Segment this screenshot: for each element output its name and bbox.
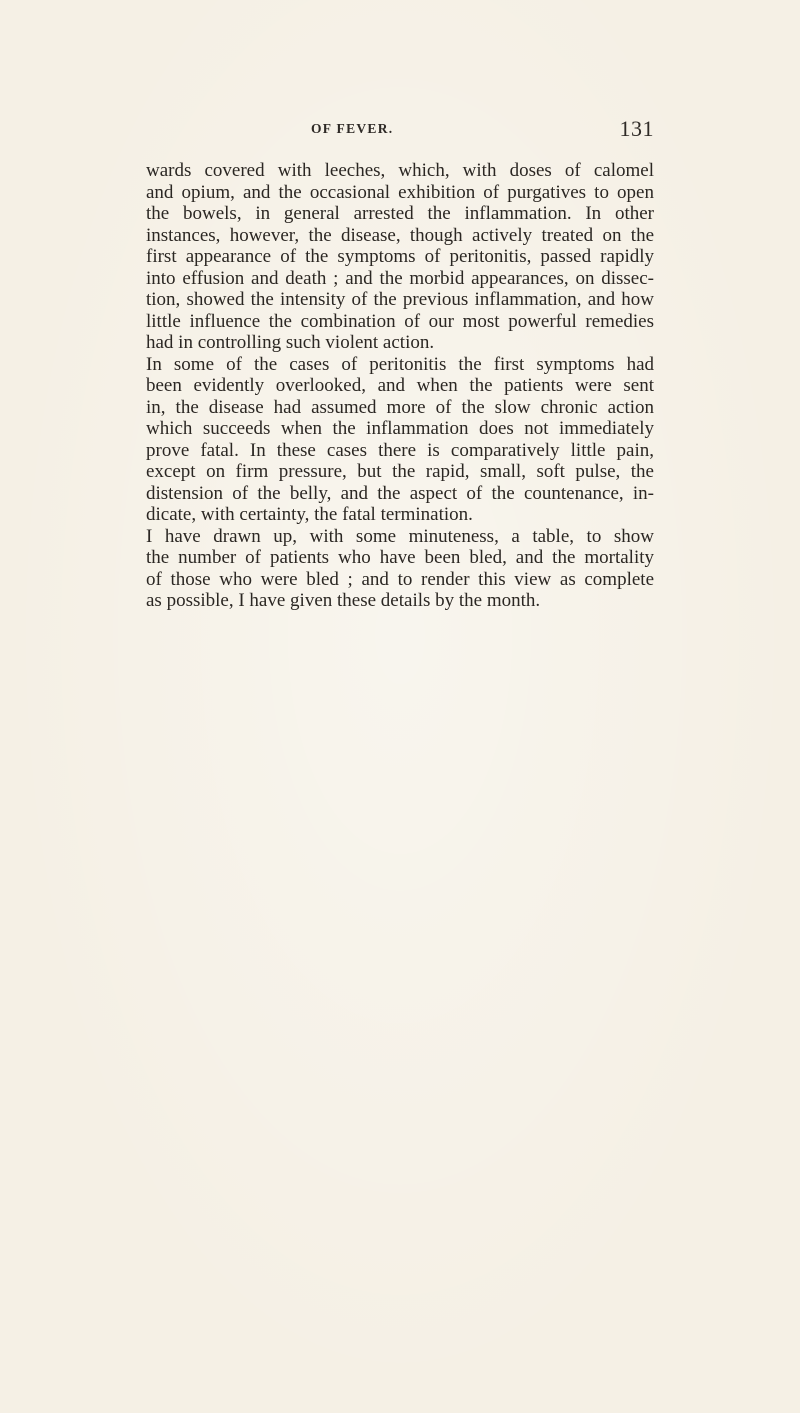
page-number: 131 bbox=[619, 116, 654, 141]
text-line: prove fatal. In these cases there is comparatively little pain, bbox=[146, 439, 654, 461]
text-line: except on firm pressure, but the rapid, small, soft pulse, the bbox=[146, 461, 654, 482]
text-line: and opium, and the occasional exhibition of purgatives to open bbox=[146, 181, 654, 203]
text-line: which succeeds when the inflammation does not immediately bbox=[146, 418, 654, 439]
text-line: wards covered with leeches, which, with doses of calomel bbox=[146, 160, 654, 181]
text-line: distension of the belly, and the aspect of the countenance, in- bbox=[146, 482, 654, 504]
text-line: as possible, I have given these details by the month. bbox=[146, 590, 541, 611]
text-line: tion, showed the intensity of the previous inflammation, and how bbox=[146, 289, 654, 310]
text-line: the number of patients who have been bled, and the mortality bbox=[146, 547, 654, 568]
text-line: little influence the combination of our most powerful remedies bbox=[146, 310, 654, 332]
running-head bbox=[146, 118, 654, 142]
text-line: first appearance of the symptoms of peritonitis, passed rapidly bbox=[146, 246, 654, 267]
text-line: of those who were bled ; and to render this view as complete bbox=[146, 568, 654, 590]
text-line: had in controlling such violent action. bbox=[146, 332, 435, 353]
body-text bbox=[146, 160, 654, 612]
text-line: instances, however, the disease, though actively treated on the bbox=[146, 224, 654, 246]
text-line: dicate, with certainty, the fatal termination. bbox=[146, 504, 473, 525]
text-line: in, the disease had assumed more of the slow chronic action bbox=[146, 396, 654, 418]
text-line: been evidently overlooked, and when the patients were sent bbox=[146, 375, 654, 396]
text-line: In some of the cases of peritonitis the first symptoms had bbox=[146, 353, 654, 375]
text-line: the bowels, in general arrested the inflammation. In other bbox=[146, 203, 654, 224]
text-line: into effusion and death ; and the morbid appearances, on dissec- bbox=[146, 267, 654, 289]
running-title: OF FEVER. bbox=[311, 121, 394, 136]
text-line: I have drawn up, with some minuteness, a table, to show bbox=[146, 525, 654, 547]
